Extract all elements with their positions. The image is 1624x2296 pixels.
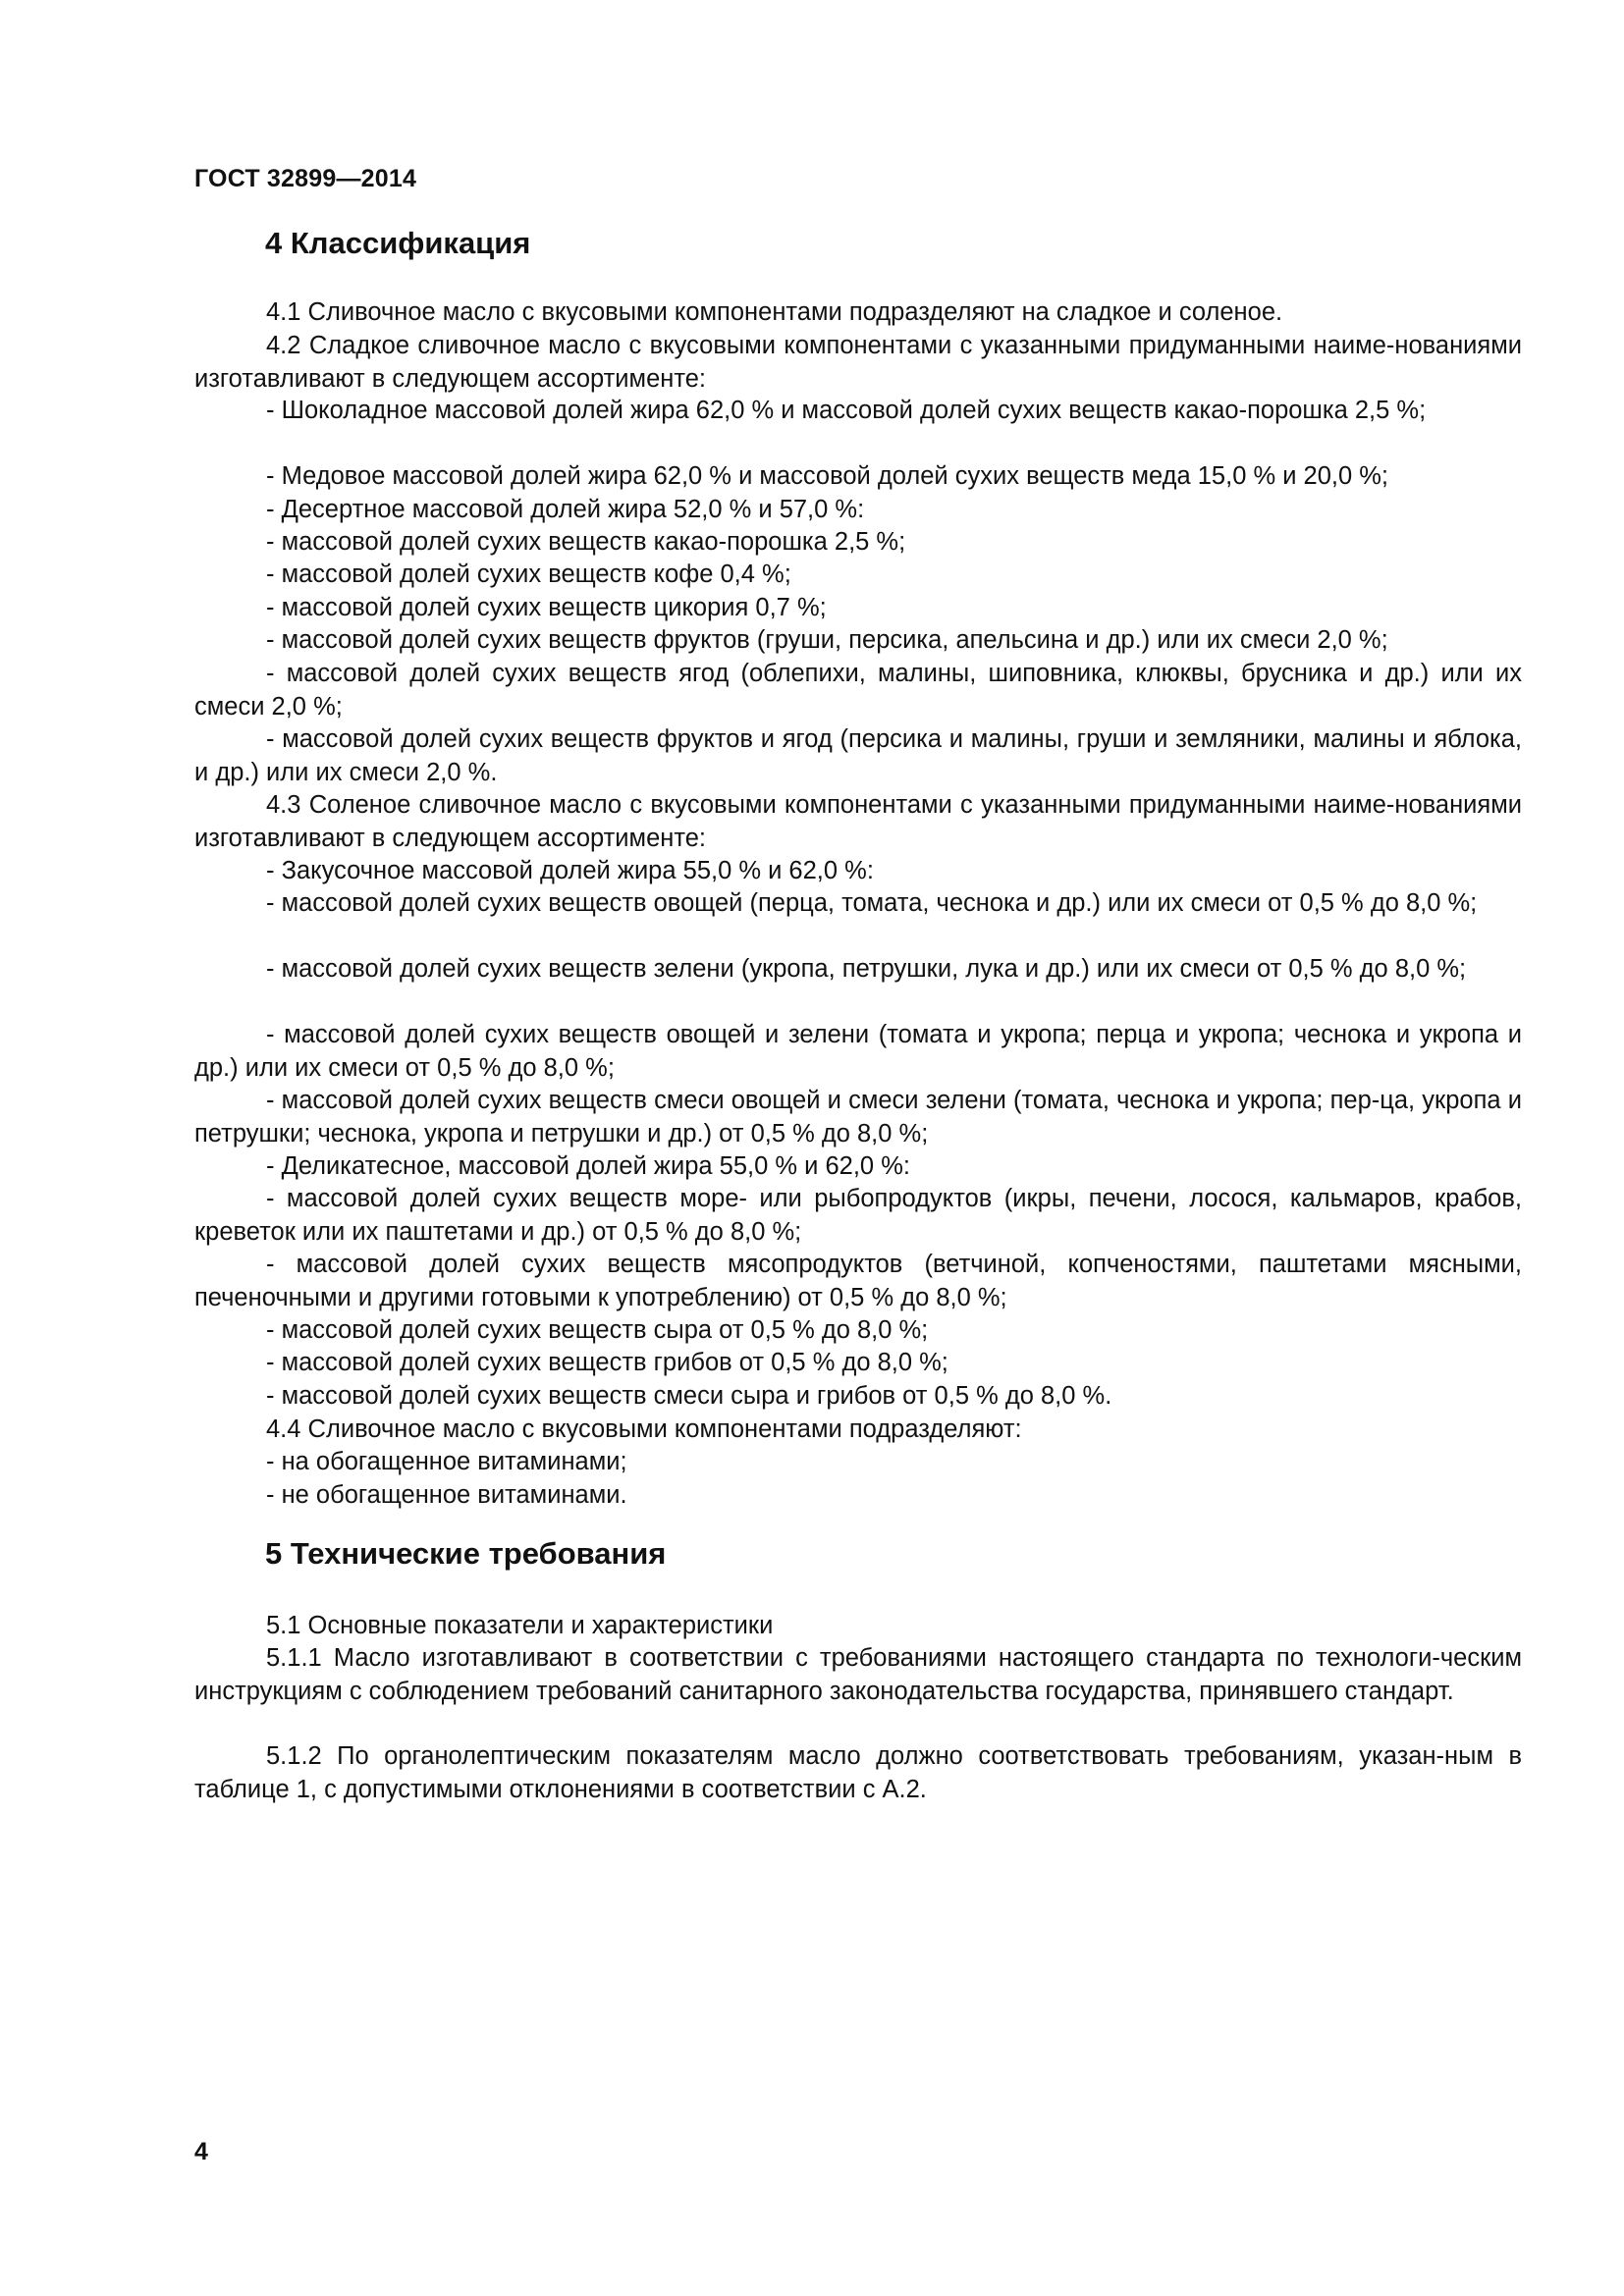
- list-item: - Шоколадное массовой долей жира 62,0 % и массовой долей сухих веществ какао-порошка 2,5 %;: [266, 397, 1427, 424]
- list-item: - массовой долей сухих веществ овощей (перца, томата, чеснока и др.) или их смеси от 0,5 % до 8,0 %;: [266, 889, 1478, 917]
- document-header: ГОСТ 32899—2014: [194, 165, 417, 192]
- list-item: - Медовое массовой долей жира 62,0 % и массовой долей сухих веществ меда 15,0 % и 20,0 %;: [266, 462, 1389, 490]
- list-item: - массовой долей сухих веществ сыра от 0,5 % до 8,0 %;: [266, 1316, 929, 1344]
- section-5-heading: 5 Технические требования: [265, 1536, 667, 1571]
- list-item: - Десертное массовой долей жира 52,0 % и 57,0 %:: [266, 496, 865, 523]
- list-item: - не обогащенное витаминами.: [266, 1481, 627, 1509]
- paragraph-4-2: 4.2 Сладкое сливочное масло с вкусовыми компонентами с указанными придуманными наиме-нованиями изготавливают в следующем ассортименте:: [194, 332, 1522, 393]
- list-item: - массовой долей сухих веществ ягод (облепихи, малины, шиповника, клюквы, брусника и др.) или их смеси 2,0 %;: [194, 660, 1522, 721]
- list-item: - массовой долей сухих веществ море- или рыбопродуктов (икры, печени, лосося, кальмаров, крабов, креветок или их паштетами и др.) от 0,5 % до 8,0 %;: [194, 1185, 1522, 1246]
- list-item: - массовой долей сухих веществ мясопродуктов (ветчиной, копченостями, паштетами мясными, печеночными и другими готовыми к употреблению) от 0,5 % до 8,0 %;: [194, 1251, 1522, 1311]
- list-item: - массовой долей сухих веществ цикория 0,7 %;: [266, 594, 827, 621]
- section-4-heading: 4 Классификация: [265, 226, 531, 260]
- page-number: 4: [194, 2138, 208, 2165]
- paragraph-5-1-1: 5.1.1 Масло изготавливают в соответствии с требованиями настоящего стандарта по технологи-ческим инструкциям с соблюдением требований санитарного законодательства государства, принявшего стандарт.: [194, 1644, 1522, 1705]
- list-item: - массовой долей сухих веществ овощей и зелени (томата и укропа; перца и укропа; чеснока и укропа и др.) или их смеси от 0,5 % до 8,0 %;: [194, 1021, 1522, 1082]
- paragraph-5-1: 5.1 Основные показатели и характеристики: [266, 1612, 774, 1639]
- list-item: - Закусочное массовой долей жира 55,0 % и 62,0 %:: [266, 857, 874, 884]
- list-item: - Деликатесное, массовой долей жира 55,0 % и 62,0 %:: [266, 1152, 910, 1180]
- list-item: - массовой долей сухих веществ зелени (укропа, петрушки, лука и др.) или их смеси от 0,5 % до 8,0 %;: [266, 955, 1467, 983]
- list-item: - массовой долей сухих веществ фруктов (груши, персика, апельсина и др.) или их смеси 2,0 %;: [266, 626, 1388, 654]
- list-item: - массовой долей сухих веществ фруктов и ягод (персика и малины, груши и земляники, малины и яблока, и др.) или их смеси 2,0 %.: [194, 725, 1522, 786]
- paragraph-5-1-2: 5.1.2 По органолептическим показателям масло должно соответствовать требованиям, указан-ным в таблице 1, с допустимыми отклонениями в соответствии с А.2.: [194, 1742, 1522, 1803]
- list-item: - массовой долей сухих веществ кофе 0,4 %;: [266, 561, 791, 588]
- paragraph-4-3: 4.3 Соленое сливочное масло с вкусовыми компонентами с указанными придуманными наиме-нованиями изготавливают в следующем ассортименте:: [194, 791, 1522, 852]
- list-item: - массовой долей сухих веществ смеси сыра и грибов от 0,5 % до 8,0 %.: [266, 1382, 1112, 1410]
- list-item: - на обогащенное витаминами;: [266, 1448, 627, 1475]
- paragraph-4-4: 4.4 Сливочное масло с вкусовыми компонентами подразделяют:: [266, 1415, 1022, 1443]
- list-item: - массовой долей сухих веществ грибов от 0,5 % до 8,0 %;: [266, 1349, 948, 1376]
- list-item: - массовой долей сухих веществ смеси овощей и смеси зелени (томата, чеснока и укропа; пер-ца, укропа и петрушки; чеснока, укропа и петрушки и др.) от 0,5 % до 8,0 %;: [194, 1087, 1522, 1148]
- list-item: - массовой долей сухих веществ какао-порошка 2,5 %;: [266, 528, 906, 556]
- paragraph-4-1: 4.1 Сливочное масло с вкусовыми компонентами подразделяют на сладкое и соленое.: [266, 298, 1283, 326]
